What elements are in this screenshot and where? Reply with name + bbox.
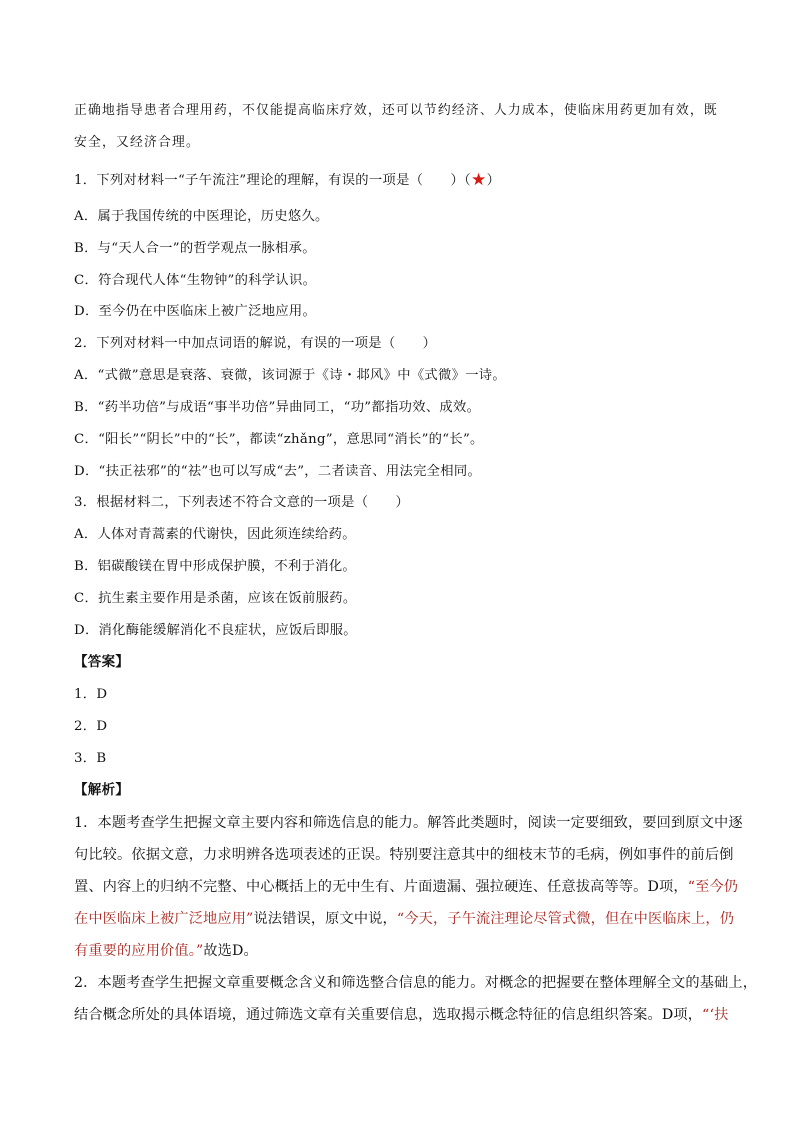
analysis-2-line-1: 2．本题考查学生把握文章重要概念含义和筛选整合信息的能力。对概念的把握要在整体理解全文的基础上， <box>74 975 758 991</box>
answer-header: 【答案】 <box>74 654 130 670</box>
analysis-2-quote-start: “‘扶 <box>702 1007 729 1023</box>
analysis-1-line-4-text: 说法错误，原文中说， <box>253 911 397 927</box>
question-1-option-b: B．与“天人合一”的哲学观点一脉相承。 <box>74 241 316 256</box>
question-3-option-c: C．抗生素主要作用是杀菌，应该在饭前服药。 <box>74 591 357 606</box>
question-3-option-d: D．消化酶能缓解消化不良症状，应饭后即服。 <box>74 623 357 638</box>
question-1-option-d: D．至今仍在中医临床上被广泛地应用。 <box>74 304 317 319</box>
question-1-stem <box>74 171 500 190</box>
analysis-1-line-1: 1．本题考查学生把握文章主要内容和筛选信息的能力。解答此类题时，阅读一定要细致，要回到原文中逐 <box>74 815 743 831</box>
question-3-option-b: B．铝碳酸镁在胃中形成保护膜，不利于消化。 <box>74 559 357 574</box>
question-2-option-c: C．“阳长”“阴长”中的“长”，都读“zhǎng”，意思同“消长”的“长”。 <box>74 432 484 447</box>
analysis-1-line-3 <box>74 878 738 896</box>
difficulty-open-paren: （ <box>464 173 472 188</box>
analysis-1-quote-start: “至今仍 <box>687 879 739 895</box>
analysis-1-line-5 <box>74 942 258 960</box>
analysis-2-line-2-text: 结合概念所处的具体语境，通过筛选文章有关重要信息，选取揭示概念特征的信息组织答案。D项， <box>74 1007 703 1023</box>
analysis-2-line-2 <box>74 1006 728 1024</box>
analysis-1-source-quote: “今天，子午流注理论尽管式微，但在中医临床上，仍 <box>396 911 735 927</box>
intro-line-1: 正确地指导患者合理用药，不仅能提高临床疗效，还可以节约经济、人力成本，使临床用药更加有效，既 <box>74 103 718 118</box>
question-1-stem-text: 1．下列对材料一“子午流注”理论的理解，有误的一项是（ ） <box>74 173 465 188</box>
analysis-1-line-2: 句比较。依据文意，力求明辨各选项表述的正误。特别要注意其中的细枝末节的毛病，例如事件的前后倒 <box>74 847 734 863</box>
analysis-1-line-4 <box>74 910 734 928</box>
question-2-stem: 2．下列对材料一中加点词语的解说，有误的一项是（ ） <box>74 336 437 351</box>
difficulty-close-paren: ） <box>486 173 501 188</box>
answer-item-1: 1．D <box>74 687 108 702</box>
analysis-header: 【解析】 <box>74 782 130 798</box>
question-1-option-a: A．属于我国传统的中医理论，历史悠久。 <box>74 209 329 224</box>
question-1-option-c: C．符合现代人体“生物钟”的科学认识。 <box>74 273 317 288</box>
intro-line-2: 安全，又经济合理。 <box>74 135 200 150</box>
analysis-1-conclusion: 故选D。 <box>203 943 258 959</box>
analysis-1-source-quote-end: 有重要的应用价值。” <box>74 943 204 959</box>
question-3-option-a: A．人体对青蒿素的代谢快，因此须连续给药。 <box>74 527 356 542</box>
question-3-stem: 3．根据材料二，下列表述不符合文意的一项是（ ） <box>74 495 410 510</box>
question-2-option-a: A．“式微”意思是衰落、衰微，该词源于《诗・邶风》中《式微》一诗。 <box>74 368 507 383</box>
analysis-1-quote-end: 在中医临床上被广泛地应用” <box>74 911 254 927</box>
analysis-1-line-3-text: 置、内容上的归纳不完整、中心概括上的无中生有、片面遗漏、强拉硬连、任意拔高等等。D项， <box>74 879 688 895</box>
question-2-option-b: B．“药半功倍”与成语“事半功倍”异曲同工，“功”都指功效、成效。 <box>74 400 481 415</box>
answer-item-3: 3．B <box>74 751 107 766</box>
answer-item-2: 2．D <box>74 719 108 734</box>
question-2-option-d: D．“扶正祛邪”的“祛”也可以写成“去”，二者读音、用法完全相同。 <box>74 464 482 479</box>
difficulty-star-icon: ★ <box>471 170 487 190</box>
